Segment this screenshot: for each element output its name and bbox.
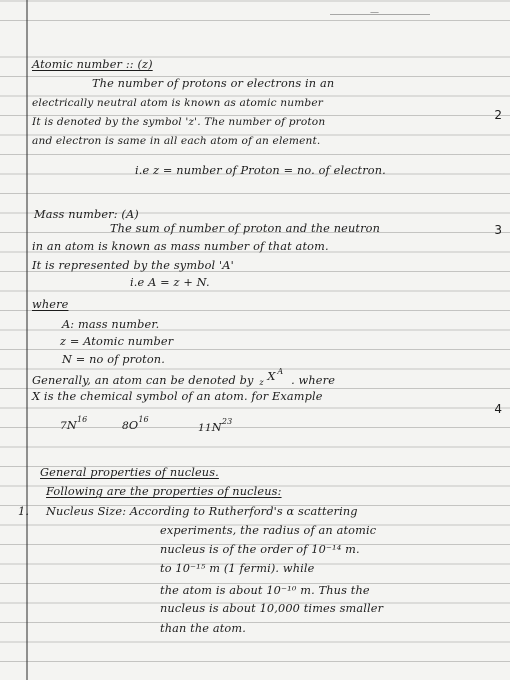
atomic-definition: i.e z = number of Proton = no. of electron. bbox=[135, 164, 386, 177]
atomic-number-heading: Atomic number :: (z) bbox=[32, 58, 153, 71]
example-nitrogen bbox=[60, 415, 88, 434]
example-oxygen bbox=[122, 415, 149, 434]
margin-number-2: 2 bbox=[494, 108, 502, 122]
nucleus-size-line-6: nucleus is about 10,000 times smaller bbox=[160, 602, 384, 615]
example-3-pre: 11 bbox=[198, 422, 212, 434]
example-1-pre: 7 bbox=[60, 420, 67, 432]
nuclide-notation bbox=[257, 367, 287, 387]
example-2-sup: 16 bbox=[138, 415, 149, 424]
notation-a: A bbox=[277, 367, 284, 376]
example-1-sym: N bbox=[66, 419, 77, 432]
notation-x: X bbox=[267, 370, 276, 383]
margin-number-4: 4 bbox=[494, 402, 502, 416]
atomic-line-1: The number of protons or electrons in an bbox=[92, 77, 335, 90]
generally-text: Generally, an atom can be denoted by bbox=[32, 374, 254, 387]
example-2-pre: 8 bbox=[122, 420, 129, 432]
nucleus-subheading: Following are the properties of nucleus: bbox=[46, 485, 282, 498]
def-neutron: N = no of proton. bbox=[62, 353, 165, 366]
item-number: 1. bbox=[18, 505, 30, 518]
atomic-line-3: It is denoted by the symbol 'z'. The number of proton bbox=[32, 116, 326, 128]
mass-number-heading: Mass number: (A) bbox=[34, 208, 139, 221]
nucleus-size-line-2: experiments, the radius of an atomic bbox=[160, 524, 377, 537]
notation-z: z bbox=[259, 378, 264, 387]
margin-number-3: 3 bbox=[494, 223, 502, 237]
generally-line bbox=[32, 367, 336, 388]
symbol-explanation: X is the chemical symbol of an atom. for Example bbox=[32, 390, 323, 403]
example-1-sup: 16 bbox=[76, 415, 88, 424]
example-2-sym: O bbox=[128, 419, 139, 432]
nucleus-size-line-3: nucleus is of the order of 10⁻¹⁴ m. bbox=[160, 543, 360, 556]
example-sodium bbox=[198, 417, 233, 436]
def-atomic-number: z = Atomic number bbox=[60, 335, 174, 348]
mass-line-3: It is represented by the symbol 'A' bbox=[32, 259, 234, 272]
header-rule bbox=[330, 14, 430, 15]
where-label: where bbox=[32, 298, 69, 311]
nucleus-size-line-7: than the atom. bbox=[160, 622, 246, 635]
example-3-sym: N bbox=[211, 421, 222, 434]
mass-formula: i.e A = z + N. bbox=[130, 276, 210, 289]
header-mark: — bbox=[370, 8, 380, 18]
generally-tail: . where bbox=[291, 374, 336, 387]
example-3-sup: 23 bbox=[221, 417, 233, 426]
mass-line-2: in an atom is known as mass number of that atom. bbox=[32, 240, 329, 253]
atomic-line-2: electrically neutral atom is known as atomic number bbox=[32, 97, 323, 109]
mass-line-1: The sum of number of proton and the neutron bbox=[110, 222, 381, 235]
nucleus-size-line-4: to 10⁻¹⁵ m (1 fermi). while bbox=[160, 562, 315, 575]
def-mass-number: A: mass number. bbox=[62, 318, 160, 331]
margin-line bbox=[26, 0, 28, 680]
nucleus-size-line-1: Nucleus Size: According to Rutherford's α scattering bbox=[46, 505, 358, 518]
nucleus-size-line-5: the atom is about 10⁻¹⁰ m. Thus the bbox=[160, 584, 370, 597]
nucleus-heading: General properties of nucleus. bbox=[40, 466, 219, 479]
examples-row bbox=[60, 415, 260, 437]
atomic-line-4: and electron is same in all each atom of an element. bbox=[32, 135, 321, 147]
